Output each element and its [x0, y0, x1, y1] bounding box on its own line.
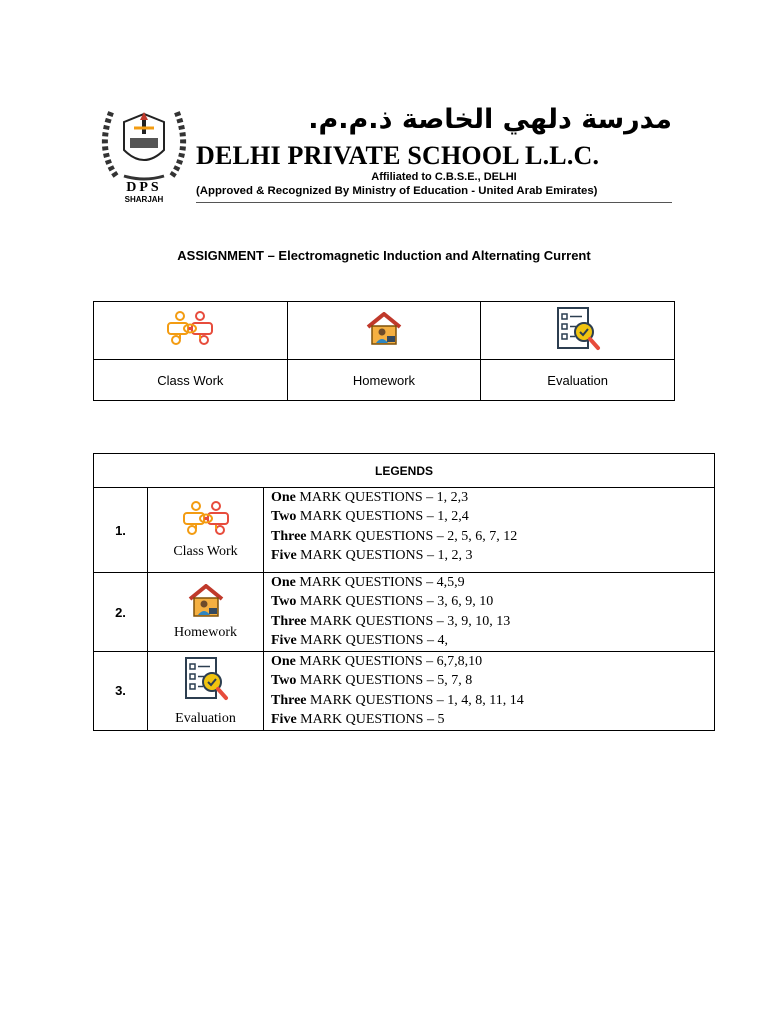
legend-label: Homework — [174, 624, 237, 640]
mark-level: Five — [271, 548, 297, 564]
affiliation-text: Affiliated to C.B.S.E., DELHI — [371, 171, 517, 183]
legends-table — [93, 453, 715, 731]
question-list: MARK QUESTIONS – 1, 2,4 — [296, 509, 469, 525]
logo-text: DPS — [126, 180, 162, 195]
question-line — [271, 573, 714, 592]
mark-level: Five — [271, 712, 297, 728]
homework-icon — [366, 312, 402, 349]
category-label-classwork: Class Work — [94, 360, 288, 401]
category-table — [93, 301, 675, 401]
approval-text: (Approved & Recognized By Ministry of Education - United Arab Emirates) — [196, 185, 598, 197]
question-line — [271, 546, 714, 565]
homework-icon — [148, 584, 263, 623]
question-line — [271, 612, 714, 631]
mark-level: Two — [271, 594, 297, 610]
question-list: MARK QUESTIONS – 4,5,9 — [295, 575, 465, 590]
mark-level: One — [271, 654, 296, 669]
legend-row — [94, 652, 715, 731]
question-line — [271, 592, 714, 611]
evaluation-icon — [148, 654, 263, 709]
question-list: MARK QUESTIONS – 3, 9, 10, 13 — [306, 613, 511, 629]
category-label-evaluation: Evaluation — [481, 360, 675, 401]
question-list: MARK QUESTIONS – 4, — [296, 633, 448, 649]
question-list: MARK QUESTIONS – 6,7,8,10 — [295, 654, 483, 669]
legend-number: 3. — [94, 652, 148, 731]
legend-questions — [264, 652, 715, 731]
question-line — [271, 527, 714, 546]
mark-level: Five — [271, 633, 297, 649]
question-list: MARK QUESTIONS – 5 — [296, 712, 445, 728]
question-list: MARK QUESTIONS – 1, 4, 8, 11, 14 — [306, 692, 524, 708]
evaluation-icon — [554, 304, 602, 357]
question-line — [271, 488, 714, 507]
logo-subtext: SHARJAH — [124, 195, 164, 204]
legend-icon-cell — [148, 488, 264, 573]
legend-number: 1. — [94, 488, 148, 573]
question-list: MARK QUESTIONS – 2, 5, 6, 7, 12 — [306, 528, 518, 544]
category-icon-cell — [481, 302, 675, 360]
legends-heading: LEGENDS — [94, 454, 715, 488]
legend-label: Class Work — [173, 543, 238, 559]
mark-level: Three — [271, 528, 307, 544]
mark-level: Three — [271, 692, 307, 708]
question-line — [271, 507, 714, 526]
assignment-title: ASSIGNMENT – Electromagnetic Induction and Alternating Current — [177, 248, 591, 263]
legend-label: Evaluation — [175, 711, 236, 727]
question-list: MARK QUESTIONS – 1, 2,3 — [295, 490, 469, 505]
legend-row — [94, 573, 715, 652]
mark-level: One — [271, 575, 296, 590]
mark-level: One — [271, 490, 296, 505]
category-icon-cell — [94, 302, 288, 360]
legend-number: 2. — [94, 573, 148, 652]
legend-row — [94, 488, 715, 573]
question-line — [271, 710, 714, 729]
school-header — [94, 98, 674, 210]
classwork-icon — [166, 311, 214, 350]
school-emblem — [94, 98, 194, 206]
category-label-homework: Homework — [287, 360, 481, 401]
question-list: MARK QUESTIONS – 5, 7, 8 — [296, 673, 473, 689]
legend-icon-cell — [148, 573, 264, 652]
question-line — [271, 691, 714, 710]
school-name: DELHI PRIVATE SCHOOL L.L.C. — [196, 141, 600, 170]
legend-icon-cell — [148, 652, 264, 731]
arabic-school-name: مدرسة دلهي الخاصة ذ.م.م. — [308, 104, 672, 135]
question-list: MARK QUESTIONS – 1, 2, 3 — [296, 548, 473, 564]
question-line — [271, 652, 714, 671]
header-divider — [196, 202, 672, 203]
mark-level: Two — [271, 673, 297, 689]
question-line — [271, 631, 714, 650]
mark-level: Three — [271, 613, 307, 629]
category-icon-cell — [287, 302, 481, 360]
legend-questions — [264, 573, 715, 652]
legend-questions — [264, 488, 715, 573]
mark-level: Two — [271, 509, 297, 525]
classwork-icon — [148, 501, 263, 542]
question-list: MARK QUESTIONS – 3, 6, 9, 10 — [296, 594, 494, 610]
question-line — [271, 671, 714, 690]
